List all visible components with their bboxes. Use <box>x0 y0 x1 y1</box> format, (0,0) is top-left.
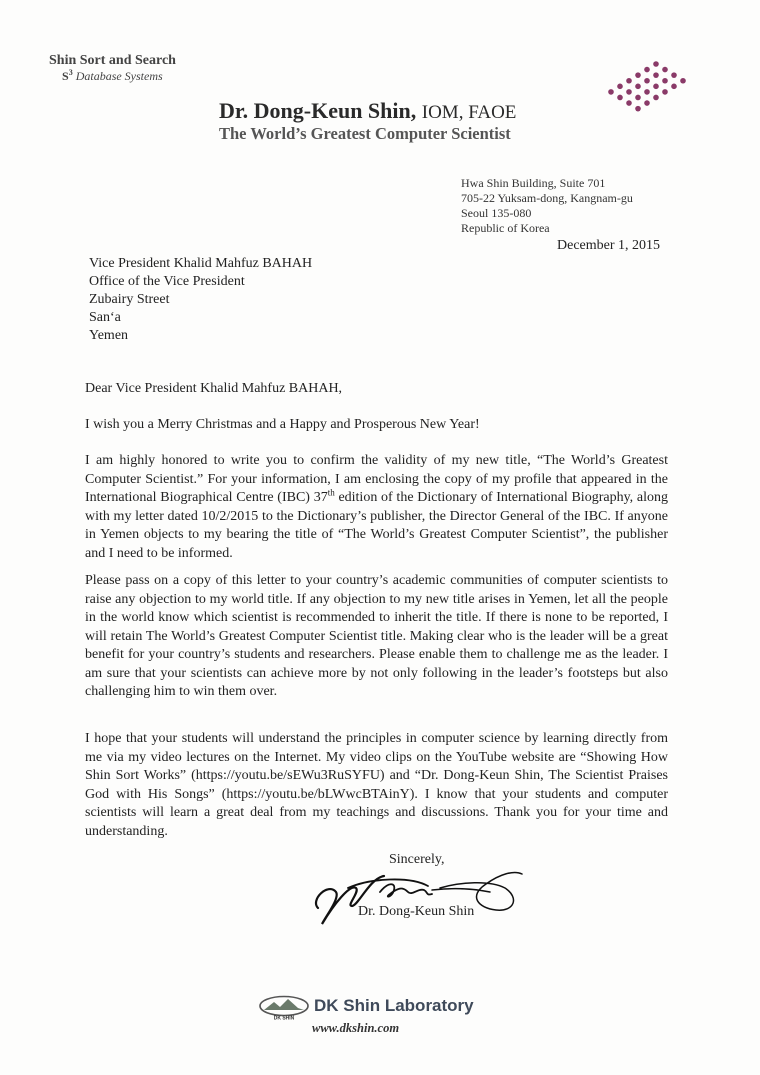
logo-dot <box>671 84 677 90</box>
recipient-line: Zubairy Street <box>89 292 170 307</box>
recipient-line: Vice President Khalid Mahfuz BAHAH <box>89 256 313 271</box>
recipient-line: Yemen <box>89 328 129 343</box>
sender-credentials: IOM, FAOE <box>421 102 517 123</box>
logo-dot <box>626 100 632 106</box>
edition-superscript: th <box>327 487 335 498</box>
purple-dot-diamond-logo-icon <box>588 52 692 142</box>
sender-name: Dr. Dong-Keun Shin, <box>219 98 417 123</box>
title-paragraph-text-cont: edition of the Dictionary of International Biography, along with my letter dated 10/2/2015 to the Dictionary’s publisher, the Director General of the IBC. If anyone in Yemen objects to my bearing the title of “The World’s Greatest Computer Scientist”, the publisher and I need to be informed. <box>85 490 668 561</box>
company-name: Shin Sort and Search <box>49 53 176 68</box>
logo-dot <box>644 89 650 95</box>
logo-dot <box>653 61 659 67</box>
title-paragraph <box>85 452 668 563</box>
mountain-oval-logo-icon <box>258 995 310 1021</box>
logo-dot <box>626 89 632 95</box>
logo-dot <box>617 95 623 101</box>
signature-name: Dr. Dong-Keun Shin <box>358 904 475 919</box>
logo-dot <box>653 95 659 101</box>
address-line: Republic of Korea <box>461 221 550 235</box>
logo-dot <box>635 106 641 112</box>
logo-dot <box>644 78 650 84</box>
logo-dot <box>653 84 659 90</box>
address-line: 705-22 Yuksam-dong, Kangnam-gu <box>461 191 633 205</box>
title-paragraph-text: I am highly honored to write you to confirm the validity of my new title, “The World’s Greatest Computer Scientist.” For your information, I am enclosing the copy of my profile that appeared in the International Biographical Centre (IBC) 37 <box>85 453 668 505</box>
logo-dot <box>626 78 632 84</box>
logo-dot <box>662 78 668 84</box>
logo-dot <box>635 72 641 78</box>
lab-name: DK Shin Laboratory <box>314 996 474 1015</box>
address-line: Seoul 135-080 <box>461 206 532 220</box>
logo-dot <box>644 100 650 106</box>
logo-dot <box>680 78 686 84</box>
video-paragraph: I hope that your students will understand the principles in computer science by learning directly from me via my video lectures on the Internet. My video clips on the YouTube website are “Showing How Shin Sort Works” (https://youtu.be/sEWu3RuSYFU) and “Dr. Dong-Keun Shin, The Scientist Praises God with His Songs” (https://youtu.be/bLWwcBTAinY). I know that your students and computer scientists will learn a great deal from my teachings and discussions. Thank you for your time and understanding. <box>85 731 668 839</box>
recipient-line: Office of the Vice President <box>89 274 245 289</box>
logo-dot <box>662 67 668 73</box>
lab-website-link[interactable]: www.dkshin.com <box>312 1021 400 1035</box>
company-subtitle <box>62 68 163 84</box>
greeting-paragraph: I wish you a Merry Christmas and a Happy and Prosperous New Year! <box>85 417 480 432</box>
company-mark: S <box>62 69 69 83</box>
sender-tagline: The World’s Greatest Computer Scientist <box>219 124 511 143</box>
logo-dot <box>671 72 677 78</box>
logo-dot <box>644 67 650 73</box>
sender-heading <box>219 98 516 124</box>
lab-logo-text: DK SHIN <box>273 1015 295 1021</box>
logo-dot <box>608 89 614 95</box>
sender-address <box>461 176 633 236</box>
logo-dot <box>617 84 623 90</box>
company-mark-superscript: 3 <box>68 68 73 77</box>
salutation: Dear Vice President Khalid Mahfuz BAHAH, <box>85 381 343 396</box>
logo-dot <box>635 95 641 101</box>
logo-dot <box>662 89 668 95</box>
letter-date: December 1, 2015 <box>557 238 661 253</box>
closing: Sincerely, <box>389 852 445 867</box>
company-sub-label: Database Systems <box>75 69 163 83</box>
recipient-address <box>89 255 312 345</box>
recipient-line: San‘a <box>89 310 121 325</box>
request-paragraph: Please pass on a copy of this letter to your country’s academic communities of computer scientists to raise any objection to my world title. If any objection to my new title arises in Yemen, let all the people in the world know which scientist is recommended to inherit the title. If there is none to be reported, I will retain The World’s Greatest Computer Scientist title. Making clear who is the leader will be a great benefit for your country’s students and researchers. Please enable them to challenge me as the leader. I am sure that your scientists can achieve more by not only following in the leader’s footsteps but also challenging him to win them over. <box>85 573 668 699</box>
logo-dot <box>635 84 641 90</box>
address-line: Hwa Shin Building, Suite 701 <box>461 176 606 190</box>
logo-dot <box>653 72 659 78</box>
